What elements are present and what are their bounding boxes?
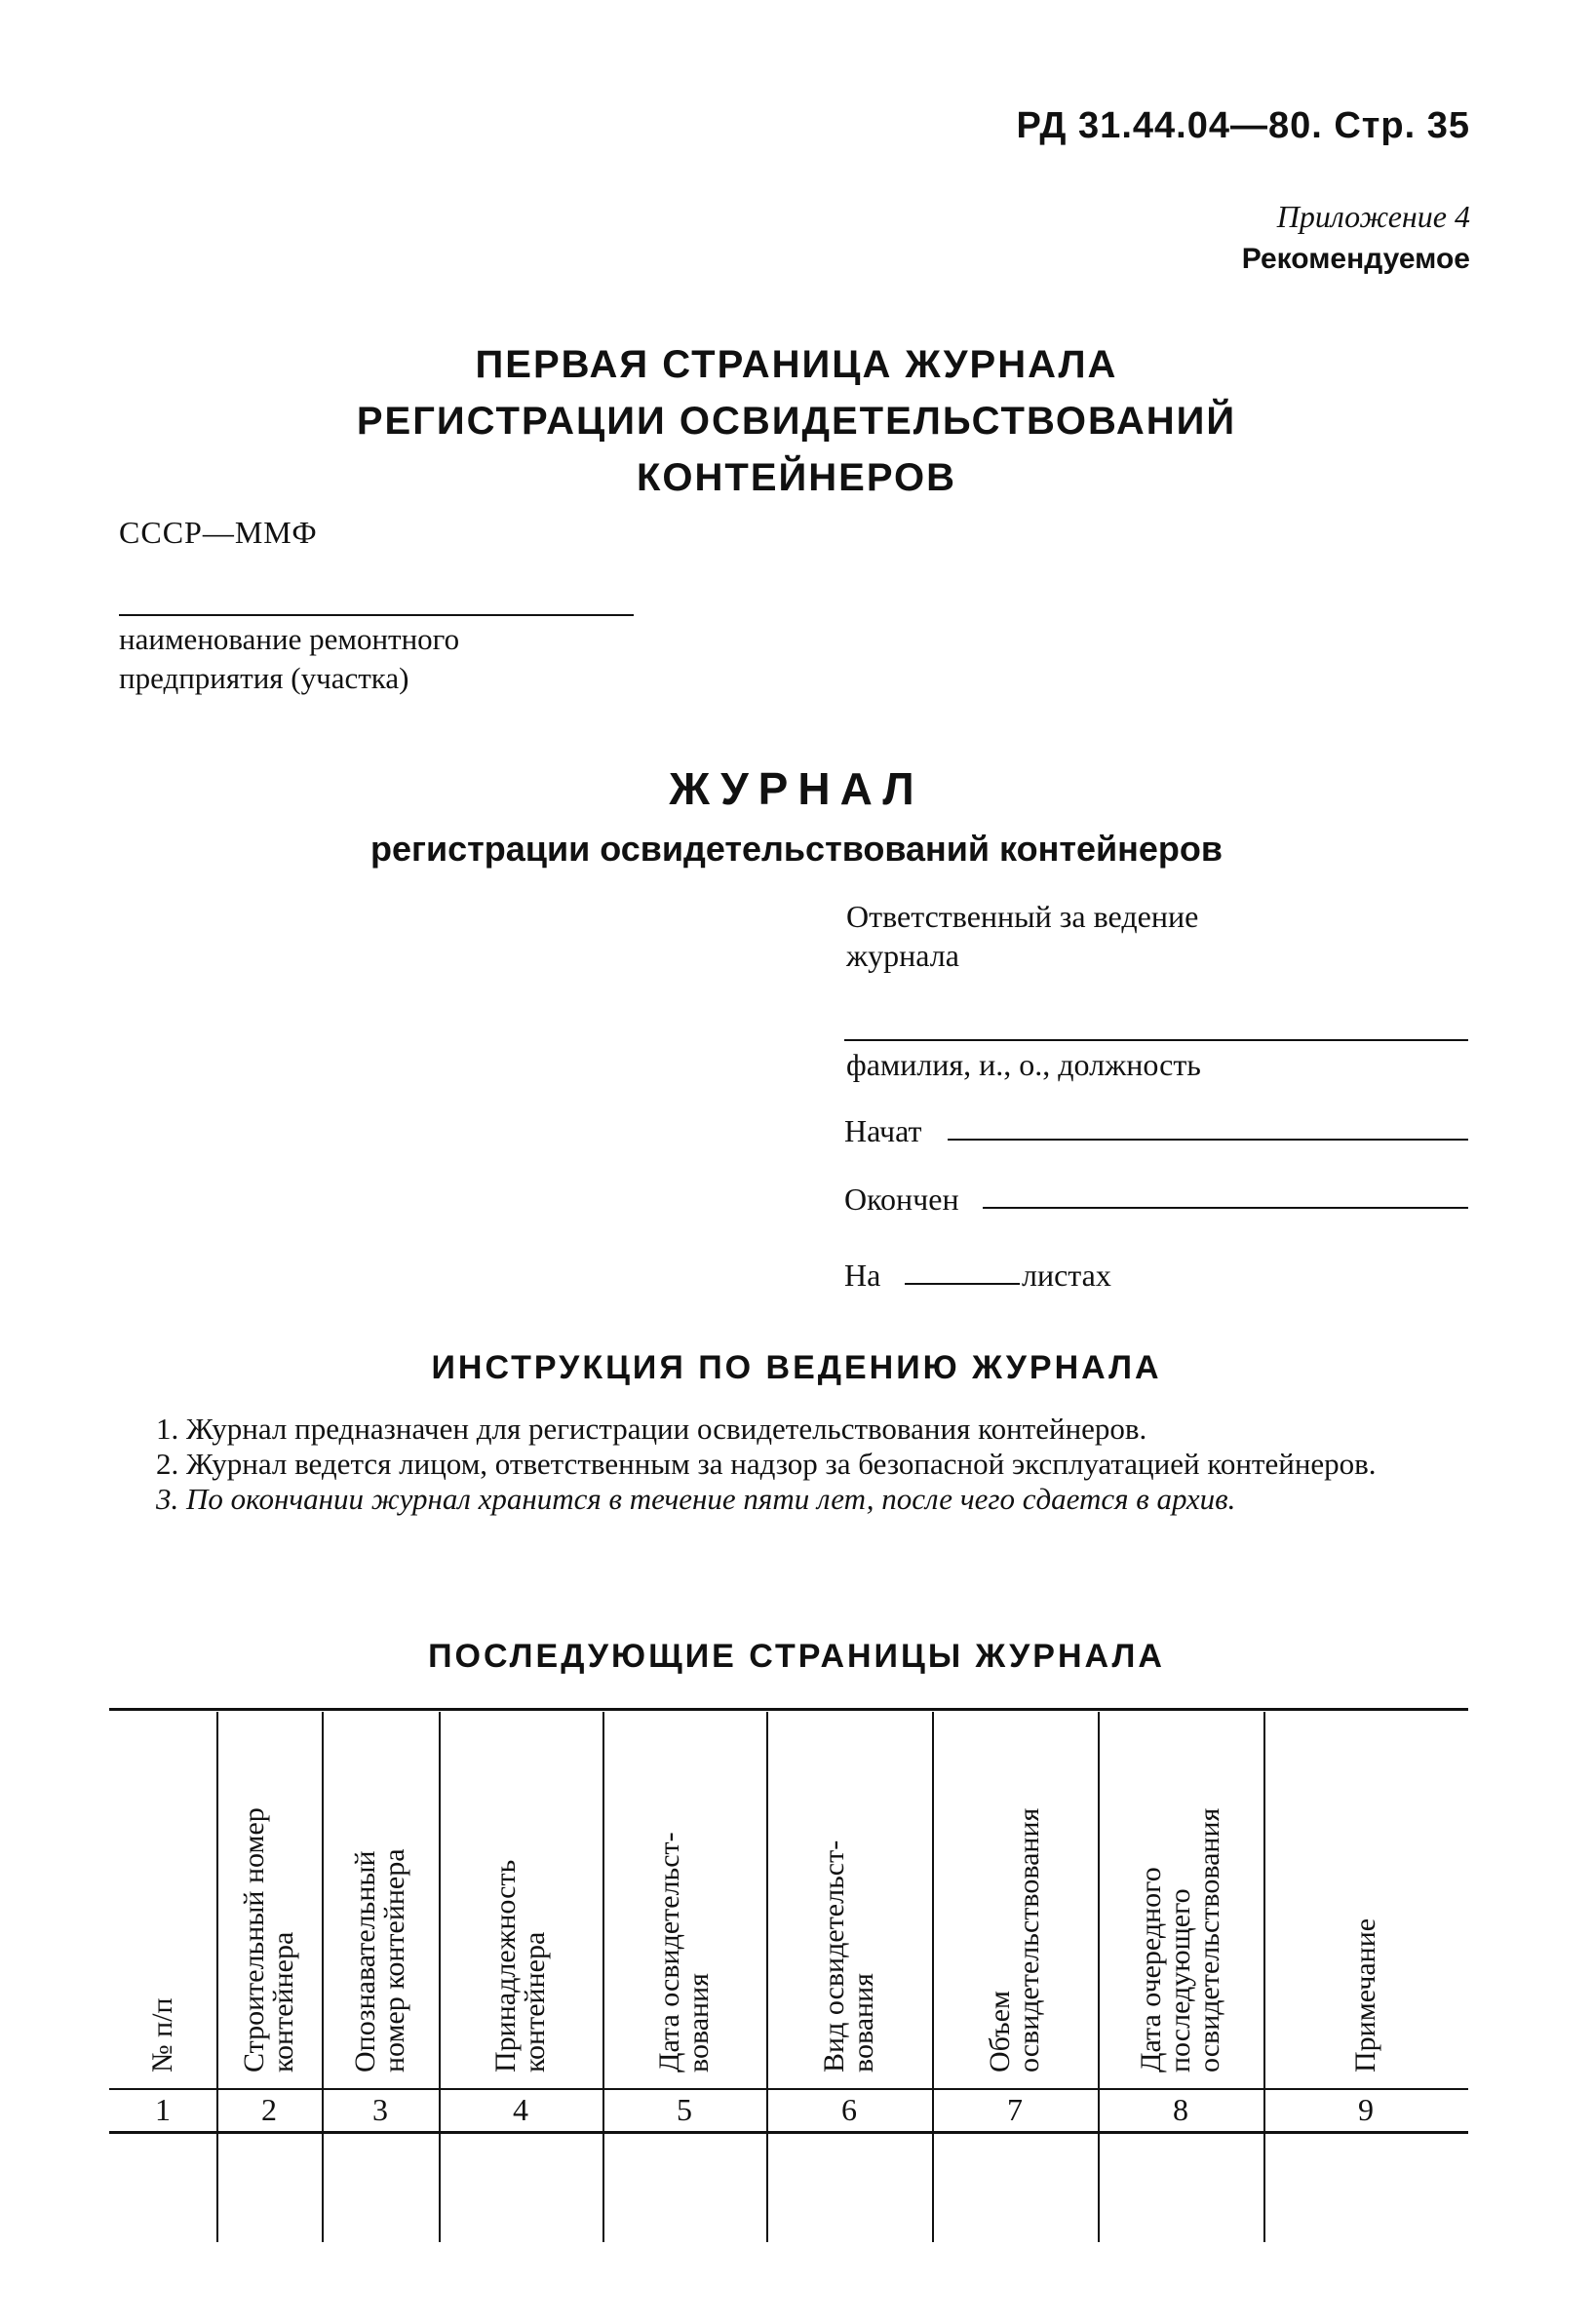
table-column-number: 8 bbox=[1173, 2092, 1188, 2127]
table-column-divider bbox=[1098, 1712, 1100, 2242]
table-column-divider bbox=[602, 1712, 604, 2242]
responsible-label bbox=[846, 897, 1198, 975]
table-column-divider bbox=[439, 1712, 441, 2242]
started-date-line bbox=[948, 1139, 1468, 1141]
table-header-line: вования bbox=[682, 1973, 715, 2072]
organization-name-line bbox=[119, 614, 634, 616]
table-column-divider bbox=[766, 1712, 768, 2242]
table-header-cell bbox=[1267, 1725, 1464, 2072]
table-header-line: номер контейнера bbox=[378, 1848, 410, 2072]
table-column-divider bbox=[216, 1712, 218, 2242]
table-header-cell bbox=[936, 1725, 1094, 2072]
table-header-cell bbox=[606, 1725, 762, 2072]
appendix-label: Приложение 4 bbox=[1276, 199, 1470, 234]
table-header-cell bbox=[326, 1725, 435, 2072]
journal-title: ЖУРНАЛ bbox=[669, 763, 924, 814]
table-header-line: Объем bbox=[984, 1991, 1016, 2072]
table-header-line: вования bbox=[847, 1973, 879, 2072]
instructions-list bbox=[115, 1412, 1460, 1517]
table-header-line: Примечание bbox=[1349, 1917, 1381, 2072]
table-column-number: 6 bbox=[841, 2092, 857, 2127]
table-header-cell bbox=[1102, 1725, 1260, 2072]
page-title bbox=[0, 336, 1593, 506]
responsible-name-line bbox=[844, 1039, 1468, 1041]
table-column-divider bbox=[932, 1712, 934, 2242]
appendix-status: Рекомендуемое bbox=[1241, 243, 1470, 275]
table-header-cell bbox=[113, 1725, 213, 2072]
instructions-title: ИНСТРУКЦИЯ ПО ВЕДЕНИЮ ЖУРНАЛА bbox=[431, 1349, 1162, 1386]
journal-subtitle: регистрации освидетельствований контейнеров bbox=[370, 829, 1223, 869]
table-column-divider bbox=[1263, 1712, 1265, 2242]
page-header: РД 31.44.04—80. Стр. 35 bbox=[1016, 105, 1470, 146]
table-header-line: Дата освидетельст- bbox=[653, 1832, 685, 2072]
table-column-divider bbox=[322, 1712, 324, 2242]
table-header-line: последующего bbox=[1164, 1888, 1196, 2072]
appendix-block bbox=[1242, 195, 1470, 281]
organization-caption-line-2: предприятия (участка) bbox=[119, 661, 409, 695]
table-header-cell bbox=[220, 1725, 318, 2072]
table-header-line: Принадлежность bbox=[489, 1859, 522, 2072]
table-top-rule bbox=[109, 1708, 1468, 1711]
organization-caption bbox=[119, 620, 459, 698]
table-header-cell bbox=[770, 1725, 928, 2072]
instruction-item-1: 1. Журнал предназначен для регистрации освидетельствования контейнеров. bbox=[156, 1412, 1147, 1446]
title-line-3: КОНТЕЙНЕРОВ bbox=[637, 456, 956, 499]
table-column-number: 9 bbox=[1358, 2092, 1374, 2127]
instruction-item-3: 3. По окончании журнал хранится в течение пяти лет, после чего сдается в архив. bbox=[156, 1482, 1236, 1516]
sheets-count-line bbox=[905, 1283, 1020, 1285]
sheets-suffix: листах bbox=[1022, 1258, 1111, 1293]
table-header-line: освидетельствования bbox=[1193, 1807, 1225, 2072]
table-column-number: 4 bbox=[513, 2092, 528, 2127]
table-column-number: 1 bbox=[155, 2092, 171, 2127]
table-header-line: Дата очередного bbox=[1135, 1867, 1167, 2072]
table-header-line: освидетельствования bbox=[1013, 1807, 1045, 2072]
organization-caption-line-1: наименование ремонтного bbox=[119, 622, 460, 656]
responsible-label-line-1: Ответственный за ведение bbox=[846, 899, 1199, 934]
responsible-caption: фамилия, и., о., должность bbox=[846, 1047, 1201, 1082]
table-header-line: № п/п bbox=[146, 1997, 178, 2072]
title-line-1: ПЕРВАЯ СТРАНИЦА ЖУРНАЛА bbox=[475, 343, 1118, 386]
ministry-label: СССР—ММФ bbox=[119, 515, 318, 550]
table-column-number: 5 bbox=[677, 2092, 692, 2127]
responsible-label-line-2: журнала bbox=[846, 938, 959, 973]
table-column-number: 3 bbox=[372, 2092, 388, 2127]
finished-label: Окончен bbox=[844, 1181, 959, 1217]
table-header-line: контейнера bbox=[519, 1931, 551, 2072]
table-column-number: 2 bbox=[261, 2092, 277, 2127]
table-header-line: Строительный номер bbox=[238, 1807, 270, 2072]
table-header-cell bbox=[443, 1725, 599, 2072]
started-label: Начат bbox=[844, 1113, 922, 1148]
table-title: ПОСЛЕДУЮЩИЕ СТРАНИЦЫ ЖУРНАЛА bbox=[428, 1638, 1165, 1675]
table-header-line: контейнера bbox=[267, 1931, 299, 2072]
table-header-line: Опознавательный bbox=[349, 1850, 381, 2072]
table-header-line: Вид освидетельст- bbox=[818, 1840, 850, 2072]
title-line-2: РЕГИСТРАЦИИ ОСВИДЕТЕЛЬСТВОВАНИЙ bbox=[356, 400, 1237, 443]
sheets-prefix: На bbox=[844, 1258, 881, 1293]
table-column-number: 7 bbox=[1007, 2092, 1023, 2127]
finished-date-line bbox=[983, 1207, 1468, 1209]
instruction-item-2: 2. Журнал ведется лицом, ответственным за надзор за безопасной эксплуатацией контейнеров. bbox=[156, 1447, 1377, 1481]
